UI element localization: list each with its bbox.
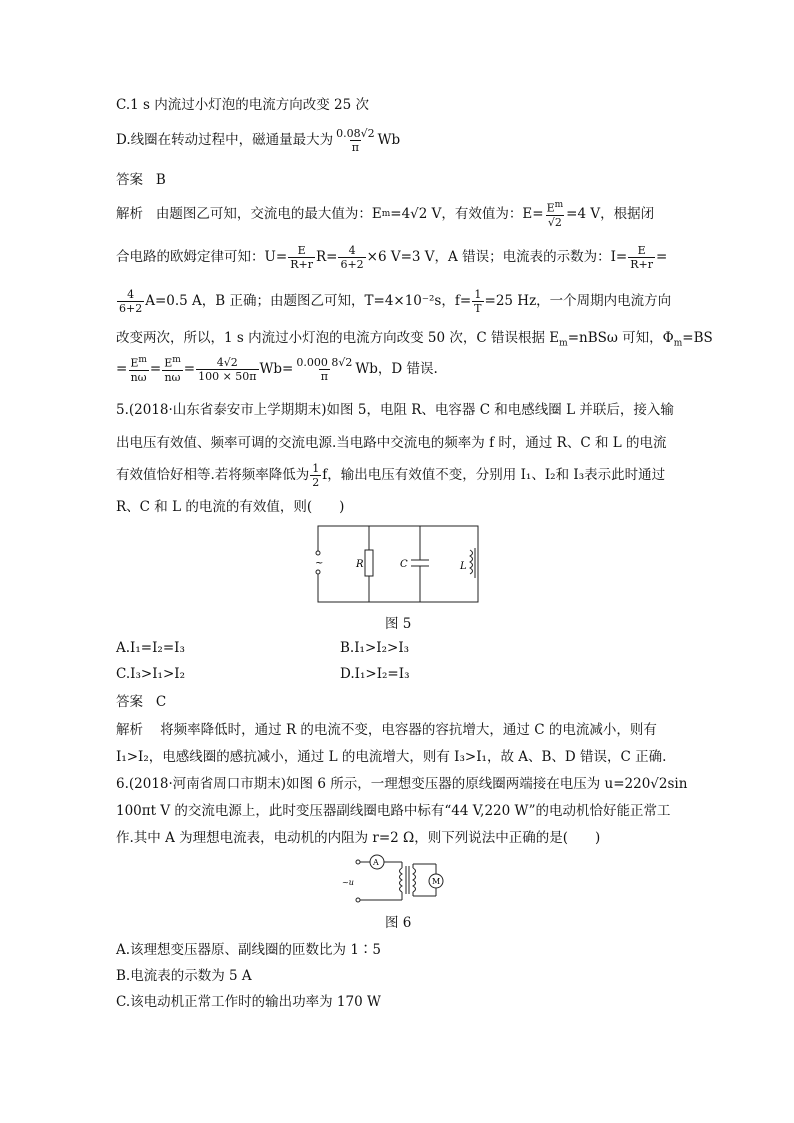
fraction [545,199,566,229]
prev-option-d [116,124,400,156]
q6-line-2: 100πt V 的交流电源上，此时变压器副线圈电路中标有“44 V,220 W”的电动机恰好能正常工 [116,803,671,819]
answer-label: 答案 [116,172,143,188]
sup: m [554,200,564,211]
den: 6+2 [119,301,143,315]
num: E [546,201,555,215]
text: =4√2 V，有效值为：E= [390,206,544,222]
label-c: C [400,559,408,570]
secondary-coil [413,868,416,892]
text: Wb= [259,361,294,377]
analysis-label: 解析 [116,722,143,738]
num: 0.000 8√2 [296,355,353,369]
label-l: L [460,561,467,572]
text: Wb，D 错误. [355,361,438,377]
fraction: $\frac{E^m}{n\omega}$ [164,355,181,384]
fraction [117,288,144,315]
text: = [656,249,668,265]
num: E [637,243,646,257]
den: √2 [547,215,562,229]
den: 6+2 [340,257,364,271]
den: 100 × 50π [198,369,257,383]
answer-value: C [155,694,167,710]
prev-option-d-prefix: D.线圈在转动过程中，磁通量最大为 [116,132,334,148]
analysis-1-line-1 [116,198,654,230]
den: 2 [312,475,320,489]
num: E [130,356,139,370]
text: =25 Hz，一个周期内电流方向 [484,293,672,309]
fraction: $\frac{E^m}{n\omega}$ [130,355,147,384]
num: 4 [127,287,135,301]
den: nω [130,370,147,384]
den: R+r [630,257,654,271]
num: 1 [312,461,320,475]
fraction [628,244,655,271]
text: =BS [682,330,713,346]
den: nω [164,370,181,384]
q5-line-4: R、C 和 L 的电流的有效值，则( ) [116,499,345,515]
num: E [164,356,173,370]
text: 合电路的欧姆定律可知：U= [116,249,288,265]
analysis-1-line-5 [116,352,438,386]
q6-option-b: B.电流表的示数为 5 A [116,968,252,984]
den: T [474,301,482,315]
num: 1 [474,287,482,301]
text: f，输出电压有效值不变，分别用 I₁、I₂和 I₃表示此时通过 [322,467,666,483]
q6-option-a: A.该理想变压器原、副线圈的匝数比为 1∶5 [116,942,382,958]
text: =4 V，根据闭 [566,206,655,222]
num: E [297,243,306,257]
label-r: R [356,559,364,570]
fraction [472,288,483,315]
analysis-2-line-2: I₁>I₂，电感线圈的感抗减小，通过 L 的电流增大，则有 I₃>I₁，故 A、B、D 错误，C 正确. [116,749,667,765]
analysis-1-line-3 [116,284,671,318]
fraction [196,356,258,383]
q5-option-a: A.I₁=I₂=I₃ [116,640,185,656]
flux-fraction [334,127,377,154]
analysis-1-line-2 [116,240,667,274]
flux-den: π [351,140,359,154]
inductor-coil [470,550,473,574]
prev-option-c: C.1 s 内流过小灯泡的电流方向改变 25 次 [116,97,369,113]
sub: m [673,338,683,349]
num: 4√2 [216,355,238,369]
q5-option-b: B.I₁>I₂>I₃ [340,640,410,656]
half-fraction [310,462,321,489]
figure-6-circuit [338,852,458,908]
fraction [288,244,315,271]
flux-num: 0.08√2 [336,126,375,140]
q5-option-d: D.I₁>I₂=I₃ [340,666,410,682]
q5-line-1: 5.(2018·山东省泰安市上学期期末)如图 5，电阻 R、电容器 C 和电感线圈 L 并联后，接入输 [116,402,674,418]
figure-5-circuit [310,522,490,606]
figure-6-caption: 图 6 [385,915,412,931]
den: R+r [290,257,313,271]
fraction [338,244,365,271]
num: 4 [348,243,356,257]
q5-line-2: 出电压有效值、频率可调的交流电源.当电路中交流电的频率为 f 时，通过 R、C 和 L 的电流 [116,435,667,451]
text: 有效值恰好相等.若将频率降低为 [116,467,310,483]
resistor [365,550,373,576]
q6-line-3: 作.其中 A 为理想电流表，电动机的内阻为 r=2 Ω，则下列说法中正确的是( ) [116,830,601,846]
analysis-label: 解析 [116,206,143,222]
primary-coil [400,868,403,892]
q5-option-c: C.I₃>I₁>I₂ [116,666,185,682]
text: R= [315,249,338,265]
q6-option-c: C.该电动机正常工作时的输出功率为 170 W [116,994,381,1010]
q6-line-1: 6.(2018·河南省周口市期末)如图 6 所示，一理想变压器的原线圈两端接在电压为 u=220√2sin [116,776,688,792]
text: = [116,361,128,377]
text: A=0.5 A，B 正确；由题图乙可知，T=4×10⁻²s，f= [145,293,472,309]
answer-1 [116,170,166,190]
text: = [149,361,162,377]
motor-label: M [432,877,441,886]
text: = [183,361,196,377]
answer-label: 答案 [116,694,143,710]
text: =nBSω 可知，Φ [567,330,674,346]
text: ×6 V=3 V，A 错误；电流表的示数为：I= [366,249,628,265]
source-label: ~u [342,878,354,887]
text: 改变两次，所以，1 s 内流过小灯泡的电流方向改变 50 次，C 错误根据 E [116,330,560,346]
text: 由题图乙可知，交流电的最大值为：E [155,206,382,222]
answer-2 [116,692,166,712]
circuit-frame [318,526,478,602]
fraction [294,356,354,383]
q5-line-3 [116,458,665,492]
den: π [320,369,328,383]
figure-5-caption: 图 5 [385,616,412,632]
sub: m [559,338,568,349]
prev-option-d-unit: Wb [377,132,401,148]
ac-source-symbol: ~ [315,558,324,569]
text: 将频率降低时，通过 R 的电流不变，电容器的容抗增大，通过 C 的电流减小，则有 [160,722,657,738]
ammeter-label: A [373,858,379,867]
analysis-1-line-4 [116,328,713,354]
analysis-2-line-1 [116,720,657,740]
sub: m [381,209,391,219]
answer-value: B [155,172,166,188]
